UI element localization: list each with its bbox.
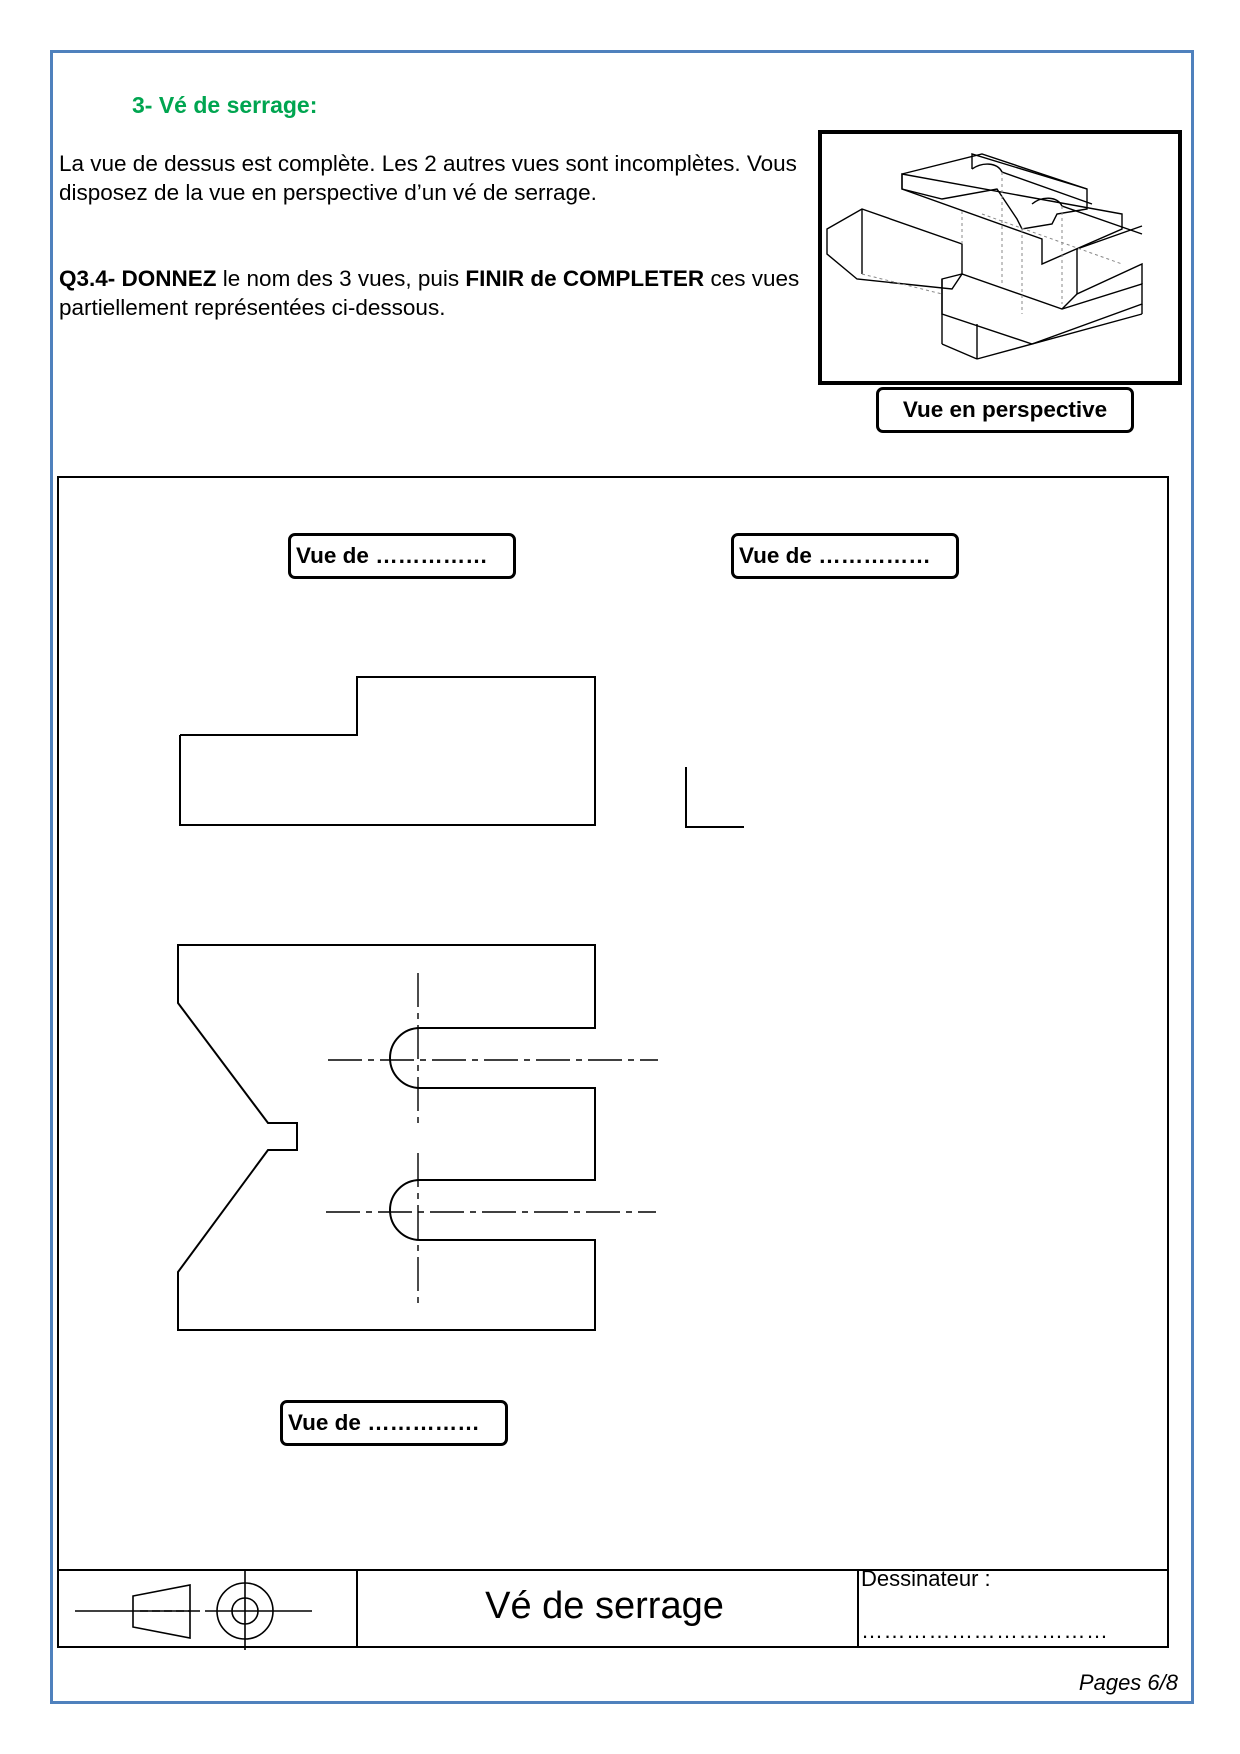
question-end: ces vues partiellement représentées ci-dessous. <box>59 266 800 320</box>
view-label-top: Vue de …………… <box>280 1400 508 1446</box>
section-title: 3- Vé de serrage: <box>132 92 318 118</box>
page-number: Pages 6/8 <box>1078 1670 1178 1695</box>
perspective-label: Vue en perspective <box>876 387 1134 433</box>
intro-text: La vue de dessus est complète. Les 2 autres vues sont incomplètes. Vous disposez de la vue en perspective d’un vé de serrage. <box>59 151 797 205</box>
drawing-title: Vé de serrage <box>485 1585 724 1627</box>
side-view-stub <box>686 767 744 827</box>
view-label-side: Vue de …………… <box>731 533 959 579</box>
projection-symbol-icon <box>75 1570 312 1650</box>
front-view-outline <box>180 677 595 825</box>
question-id: Q3.4- DONNEZ <box>59 266 217 291</box>
author-field[interactable]: …………………………… <box>861 1618 1109 1643</box>
question-instruction: FINIR de COMPLETER <box>465 266 705 291</box>
question-mid: le nom des 3 vues, puis <box>216 266 466 291</box>
author-label: Dessinateur : <box>861 1566 991 1591</box>
view-label-front: Vue de …………… <box>288 533 516 579</box>
top-view-outline <box>178 945 595 1330</box>
